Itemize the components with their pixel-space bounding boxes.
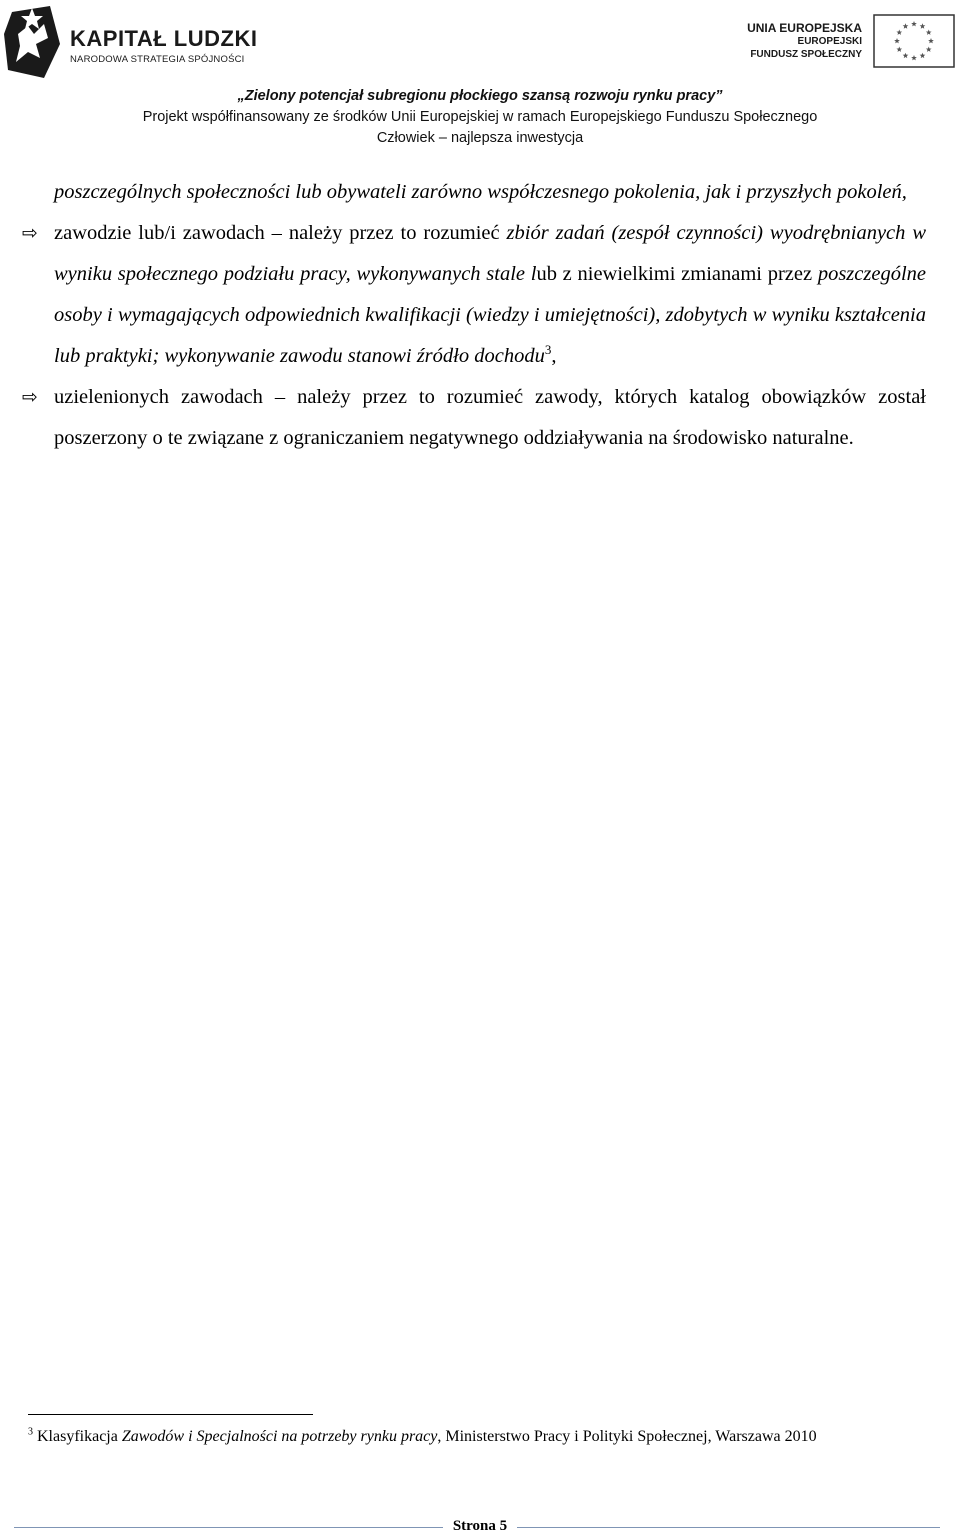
arrow-bullet-icon: ⇨ [22, 222, 38, 244]
eu-line-2: EUROPEJSKI [797, 36, 862, 47]
eu-line-3: FUNDUSZ SPOŁECZNY [750, 49, 862, 60]
page-header [0, 0, 960, 160]
arrow-bullet-icon: ⇨ [22, 386, 38, 408]
footnote-text-part: , Ministerstwo Pracy i Polityki Społecznej, Warszawa 2010 [437, 1428, 817, 1445]
eu-flag-icon [873, 14, 955, 68]
project-title: „Zielony potencjał subregionu płockiego szansą rozwoju rynku pracy” [237, 88, 723, 104]
footnote-text-part: Klasyfikacja [33, 1428, 122, 1445]
project-motto: Człowiek – najlepsza inwestycja [376, 130, 584, 146]
footnote-separator [28, 1414, 313, 1415]
eu-logo-text [747, 22, 862, 61]
eu-line-1: UNIA EUROPEJSKA [747, 21, 862, 35]
project-info [0, 86, 960, 149]
kapital-ludzki-logo-icon [4, 4, 64, 80]
kl-logo-title: KAPITAŁ LUDZKI [70, 26, 258, 51]
bullet-text-part: zbiór zadań (zespół czynności) wyodrębnianych w wyniku społecznego podziału pracy, wykonywanych stale l [54, 222, 926, 285]
bullet-text-part: zawodzie lub/i zawodach – należy przez to rozumieć [54, 222, 507, 244]
bullet-text-part: , [551, 345, 557, 367]
footnote-ref: 3 [544, 342, 552, 358]
bullet-text-part: poszczególne osoby i wymagających odpowiednich kwalifikacji (wiedzy i umiejętności), zdobytych w wyniku kształcenia lub praktyki; wykonywanie zawodu stanowi źródło dochodu [54, 263, 926, 367]
project-funding-line: Projekt współfinansowany ze środków Unii Europejskiej w ramach Europejskiego Funduszu Społecznego [142, 109, 818, 125]
paragraph-continuation: poszczególnych społeczności lub obywateli zarówno współczesnego pokolenia, jak i przyszłych pokoleń, [54, 181, 907, 203]
bullet-item-uzielenione [22, 377, 926, 459]
bullet-text-part: ub z niewielkimi zmianami przez [536, 263, 818, 285]
footnote-text-part: Zawodów i Specjalności na potrzeby rynku pracy [121, 1428, 438, 1445]
bullet-item-zawod [22, 213, 926, 377]
document-body [22, 172, 926, 459]
page-number [0, 1518, 960, 1535]
kl-logo-subtitle: NARODOWA STRATEGIA SPÓJNOŚCI [70, 54, 245, 65]
bullet-text: uzielenionych zawodach – należy przez to rozumieć zawody, których katalog obowiązków został poszerzony o te związane z ograniczaniem negatywnego oddziaływania na środowisko naturalne. [54, 386, 926, 449]
footnote [28, 1427, 928, 1447]
footnote-number: 3 [28, 1426, 33, 1438]
page-number-label: Strona 5 [443, 1518, 517, 1534]
